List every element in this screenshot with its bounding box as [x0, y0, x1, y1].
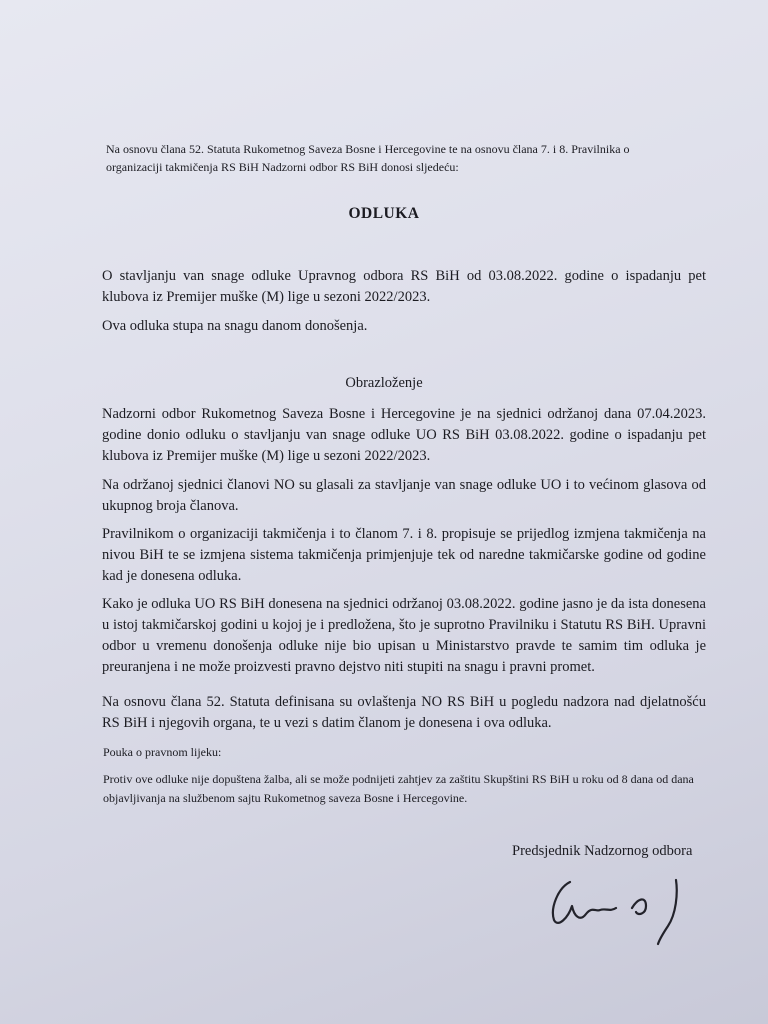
- decision-paragraph-1: O stavljanju van snage odluke Upravnog odbora RS BiH od 03.08.2022. godine o ispadanju pet klubova iz Premijer muške (M) lige u sezoni 2022/2023.: [102, 268, 706, 305]
- signatory-title: Predsjednik Nadzornog odbora: [512, 843, 693, 859]
- intro-paragraph: Na osnovu člana 52. Statuta Rukometnog Saveza Bosne i Hercegovine te na osnovu člana 7. i 8. Pravilnika o organizaciji takmičenja RS BiH Nadzorni odbor RS BiH donosi sljedeću:: [106, 142, 630, 174]
- handwritten-signature: [540, 868, 700, 948]
- reasoning-paragraph-3: Pravilnikom o organizaciji takmičenja i to članom 7. i 8. propisuje se prijedlog izmjena takmičenja na nivou BiH te se izmjena sistema takmičenja primjenjuje tek od naredne takmičarske godine od godine kad je donesena odluka.: [102, 526, 706, 584]
- reasoning-paragraph-4: Kako je odluka UO RS BiH donesena na sjednici održanoj 03.08.2022. godine jasno je da ista donesena u istoj takmičarskoj godini u kojoj je i predložena, što je suprotno Pravilniku i Statutu RS BiH. Upravni odbor u vremenu donošenja odluke nije bio upisan u Ministarstvo pravde te samim tim odluka je preuranjena i ne može proizvesti pravno dejstvo niti stupiti na snagu i pravni promet.: [102, 596, 706, 675]
- reasoning-paragraph-5: Na osnovu člana 52. Statuta definisana su ovlaštenja NO RS BiH u pogledu nadzora nad djelatnošću RS BiH i njegovih organa, te u vezi s datim članom je donesena i ova odluka.: [102, 694, 706, 731]
- decision-paragraph-2: Ova odluka stupa na snagu danom donošenja.: [102, 318, 368, 334]
- reasoning-paragraph-2: Na održanoj sjednici članovi NO su glasali za stavljanje van snage odluke UO i to većinom glasova od ukupnog broja članova.: [102, 477, 706, 514]
- legal-remedy-heading: Pouka o pravnom lijeku:: [103, 745, 222, 759]
- reasoning-paragraph-1: Nadzorni odbor Rukometnog Saveza Bosne i Hercegovine je na sjednici održanoj dana 07.04.2023. godine donio odluku o stavljanju van snage odluke UO RS BiH 03.08.2022. godine o ispadanju pet klubova iz Premijer muške (M) lige u sezoni 2022/2023.: [102, 406, 706, 464]
- document-title: ODLUKA: [348, 205, 420, 222]
- reasoning-heading: Obrazloženje: [345, 375, 423, 391]
- legal-remedy-text: Protiv ove odluke nije dopuštena žalba, ali se može podnijeti zahtjev za zaštitu Skupštini RS BiH u roku od 8 dana od dana objavljivanja na službenom sajtu Rukometnog saveza Bosne i Hercegovine.: [103, 772, 694, 805]
